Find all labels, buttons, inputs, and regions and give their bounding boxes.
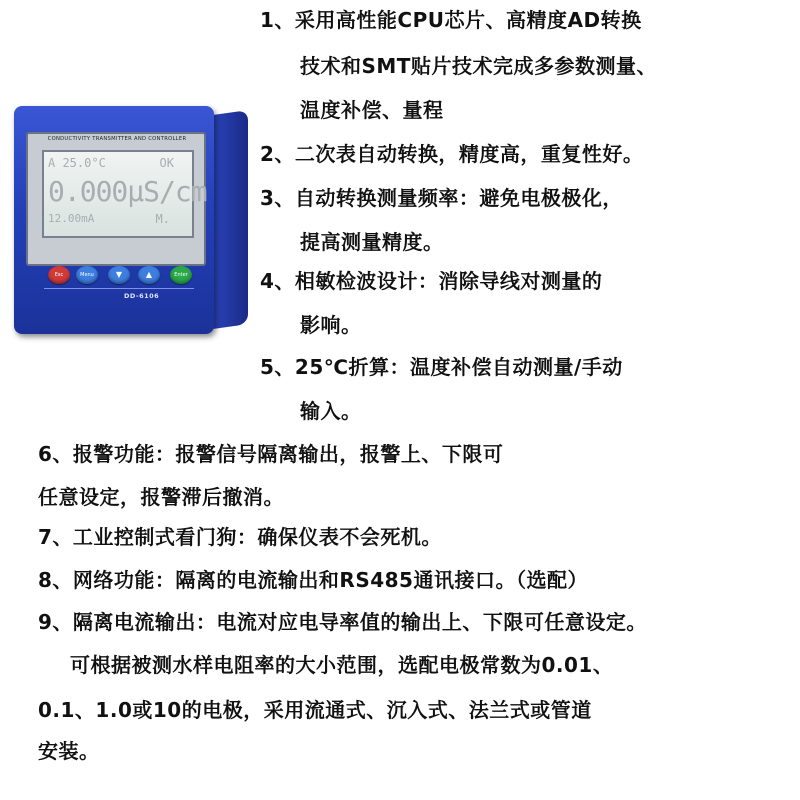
feature-4-line-2: 影响。: [300, 313, 362, 337]
device-display-bezel: [26, 132, 206, 266]
feature-2-line-1: 2、二次表自动转换，精度高，重复性好。: [260, 142, 644, 166]
device-front-panel: [14, 106, 214, 334]
lcd-current: 12.00mA: [48, 212, 95, 225]
feature-6-line-2: 任意设定，报警滞后撤消。: [38, 485, 284, 509]
feature-1-line-1: 1、采用高性能CPU芯片、高精度AD转换: [260, 8, 642, 32]
lcd-temperature: A 25.0°C: [48, 156, 106, 170]
feature-8-line-1: 8、网络功能：隔离的电流输出和RS485通讯接口。（选配）: [38, 568, 588, 592]
feature-3-line-1: 3、自动转换测量频率：避免电极极化，: [260, 186, 623, 210]
menu-button-label: Menu: [80, 272, 94, 278]
feature-5-line-2: 输入。: [300, 399, 362, 423]
device-divider: [44, 288, 194, 289]
esc-button[interactable]: [48, 266, 70, 284]
lcd-screen: [42, 150, 207, 238]
menu-button[interactable]: [76, 266, 98, 284]
feature-3-line-2: 提高测量精度。: [300, 230, 444, 254]
lcd-reading: 0.000μS/cm: [48, 175, 207, 208]
chevron-down-icon: ▼: [115, 270, 123, 279]
feature-5-line-1: 5、25℃折算：温度补偿自动测量/手动: [260, 355, 623, 379]
lcd-status: OK: [159, 156, 174, 170]
device-panel-title: CONDUCTIVITY TRANSMITTER AND CONTROLLER: [47, 136, 187, 142]
feature-9-line-1: 9、隔离电流输出：电流对应电导率值的输出上、下限可任意设定。: [38, 610, 647, 634]
note-line-3: 安装。: [38, 739, 100, 763]
down-button[interactable]: [108, 266, 130, 284]
lcd-mode: M.: [155, 212, 170, 226]
esc-button-label: Esc: [54, 272, 64, 278]
device-model-label: DD-6106: [124, 292, 160, 300]
transmitter-device-image: [14, 98, 254, 334]
enter-button[interactable]: [170, 266, 192, 284]
feature-1-line-2: 技术和SMT贴片技术完成多参数测量、: [300, 54, 657, 78]
note-line-2: 0.1、1.0或10的电极，采用流通式、沉入式、法兰式或管道: [38, 698, 592, 722]
up-button[interactable]: [138, 266, 160, 284]
feature-7-line-1: 7、工业控制式看门狗：确保仪表不会死机。: [38, 525, 442, 549]
note-line-1: 可根据被测水样电阻率的大小范围，选配电极常数为0.01、: [70, 653, 614, 677]
enter-button-label: Enter: [174, 272, 188, 278]
feature-6-line-1: 6、报警功能：报警信号隔离输出，报警上、下限可: [38, 442, 504, 466]
chevron-up-icon: ▲: [145, 270, 153, 279]
feature-4-line-1: 4、相敏检波设计：消除导线对测量的: [260, 269, 603, 293]
feature-1-line-3: 温度补偿、量程: [300, 98, 444, 122]
